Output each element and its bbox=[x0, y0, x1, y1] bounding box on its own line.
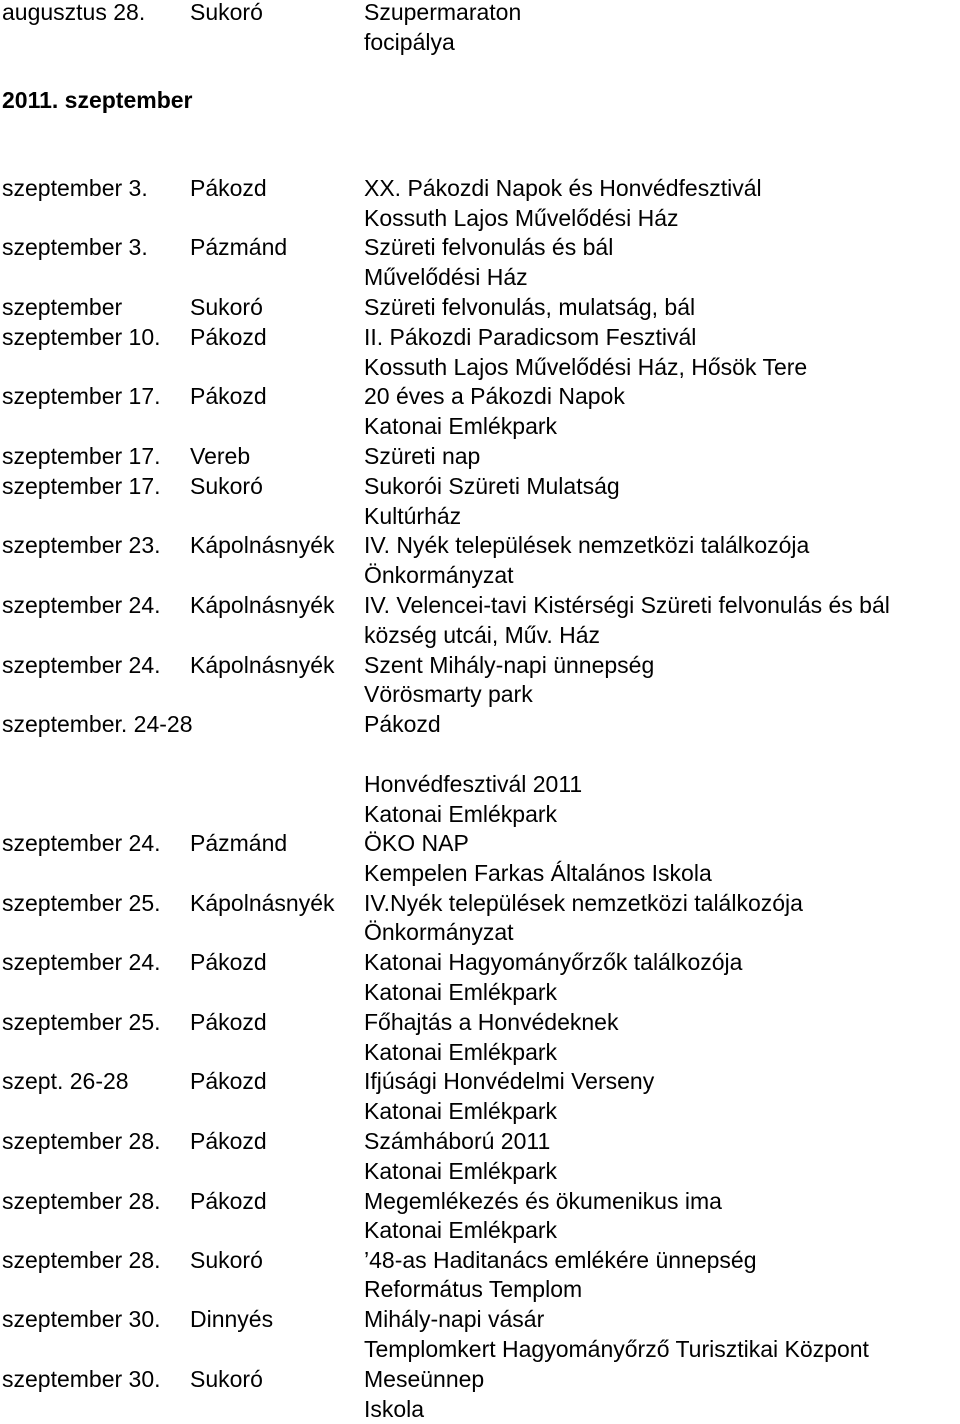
table-row bbox=[0, 322, 960, 352]
event-title: Mihály-napi vásár bbox=[364, 1306, 545, 1332]
event-date: szeptember 23. bbox=[2, 532, 161, 558]
event-date: szeptember bbox=[2, 294, 123, 320]
event-title: IV. Velencei-tavi Kistérségi Szüreti felvonulás és bál bbox=[364, 592, 890, 618]
event-title: Szupermaraton bbox=[364, 0, 522, 25]
event-title: focipálya bbox=[364, 29, 455, 55]
event-title: Katonai Emlékpark bbox=[364, 801, 558, 827]
table-row bbox=[0, 799, 960, 829]
event-title: Szent Mihály-napi ünnepség bbox=[364, 652, 655, 678]
event-title: Vörösmarty park bbox=[364, 681, 533, 707]
event-title: Katonai Emlékpark bbox=[364, 979, 558, 1005]
event-title: Meseünnep bbox=[364, 1366, 485, 1392]
event-title: Ifjúsági Honvédelmi Verseny bbox=[364, 1068, 655, 1094]
table-row bbox=[0, 947, 960, 977]
table-row bbox=[0, 232, 960, 262]
table-row bbox=[0, 1007, 960, 1037]
event-title: Kossuth Lajos Művelődési Ház bbox=[364, 205, 679, 231]
table-row bbox=[0, 501, 960, 531]
table-row bbox=[0, 590, 960, 620]
table-row bbox=[0, 292, 960, 322]
event-place: Sukoró bbox=[190, 294, 263, 320]
table-row bbox=[0, 203, 960, 233]
event-place: Pázmánd bbox=[190, 830, 288, 856]
table-row bbox=[0, 1245, 960, 1275]
event-place: Pákozd bbox=[190, 383, 267, 409]
table-row bbox=[0, 1334, 960, 1364]
event-place: Kápolnásnyék bbox=[190, 592, 335, 618]
table-row bbox=[0, 1066, 960, 1096]
event-title: II. Pákozdi Paradicsom Fesztivál bbox=[364, 324, 697, 350]
table-row bbox=[0, 709, 960, 739]
event-place: Pákozd bbox=[190, 175, 267, 201]
event-title: Szüreti felvonulás, mulatság, bál bbox=[364, 294, 696, 320]
table-row bbox=[0, 173, 960, 203]
table-row bbox=[0, 679, 960, 709]
event-date: szeptember 24. bbox=[2, 652, 161, 678]
table-row bbox=[0, 917, 960, 947]
event-title: Számháború 2011 bbox=[364, 1128, 551, 1154]
event-title: IV.Nyék települések nemzetközi találkozója bbox=[364, 890, 803, 916]
event-date: szeptember 10. bbox=[2, 324, 161, 350]
event-date: szeptember 28. bbox=[2, 1128, 161, 1154]
event-place: Kápolnásnyék bbox=[190, 890, 335, 916]
event-title: Református Templom bbox=[364, 1276, 583, 1302]
event-date: szeptember 24. bbox=[2, 830, 161, 856]
event-place: Kápolnásnyék bbox=[190, 532, 335, 558]
event-date: szeptember 17. bbox=[2, 473, 161, 499]
table-row bbox=[0, 352, 960, 382]
event-date: szeptember 28. bbox=[2, 1188, 161, 1214]
event-place: Sukoró bbox=[190, 473, 263, 499]
event-place: Sukoró bbox=[190, 0, 263, 25]
event-date: szeptember 24. bbox=[2, 592, 161, 618]
month-heading: 2011. szeptember bbox=[2, 87, 193, 113]
table-row bbox=[0, 441, 960, 471]
table-row bbox=[0, 1037, 960, 1067]
table-row bbox=[0, 1096, 960, 1126]
event-place: Pákozd bbox=[190, 324, 267, 350]
event-place: Pákozd bbox=[190, 1128, 267, 1154]
event-title: Katonai Emlékpark bbox=[364, 1217, 558, 1243]
event-title: Katonai Emlékpark bbox=[364, 413, 558, 439]
table-row bbox=[0, 262, 960, 292]
table-row bbox=[0, 977, 960, 1007]
event-title: Pákozd bbox=[364, 711, 441, 737]
event-title: Katonai Emlékpark bbox=[364, 1039, 558, 1065]
table-row bbox=[0, 560, 960, 590]
table-row bbox=[0, 471, 960, 501]
event-date: szeptember. 24-28 bbox=[2, 711, 193, 737]
event-date: szeptember 25. bbox=[2, 1009, 161, 1035]
event-title: Templomkert Hagyományőrző Turisztikai Központ bbox=[364, 1336, 869, 1362]
event-date: szeptember 3. bbox=[2, 234, 148, 260]
event-title: Katonai Emlékpark bbox=[364, 1098, 558, 1124]
event-place: Dinnyés bbox=[190, 1306, 274, 1332]
event-place: Pákozd bbox=[190, 1188, 267, 1214]
table-row bbox=[0, 411, 960, 441]
event-date: szeptember 28. bbox=[2, 1247, 161, 1273]
table-row bbox=[0, 1126, 960, 1156]
event-date: szeptember 17. bbox=[2, 443, 161, 469]
event-title: Katonai Hagyományőrzők találkozója bbox=[364, 949, 743, 975]
event-title: Művelődési Ház bbox=[364, 264, 528, 290]
table-row bbox=[0, 620, 960, 650]
table-row bbox=[0, 1215, 960, 1245]
event-title: Szüreti felvonulás és bál bbox=[364, 234, 614, 260]
table-row bbox=[0, 1186, 960, 1216]
event-title: Iskola bbox=[364, 1396, 425, 1422]
event-place: Pákozd bbox=[190, 1009, 267, 1035]
table-row bbox=[0, 828, 960, 858]
event-date: szeptember 30. bbox=[2, 1306, 161, 1332]
event-title: Önkormányzat bbox=[364, 919, 514, 945]
event-date: szeptember 3. bbox=[2, 175, 148, 201]
table-row bbox=[0, 1394, 960, 1424]
event-date: szeptember 24. bbox=[2, 949, 161, 975]
event-date: szeptember 17. bbox=[2, 383, 161, 409]
table-row bbox=[0, 1156, 960, 1186]
event-place: Pákozd bbox=[190, 949, 267, 975]
event-date: szeptember 25. bbox=[2, 890, 161, 916]
event-title: IV. Nyék települések nemzetközi találkozója bbox=[364, 532, 810, 558]
event-title: Honvédfesztivál 2011 bbox=[364, 771, 583, 797]
event-place: Pázmánd bbox=[190, 234, 288, 260]
event-title: Katonai Emlékpark bbox=[364, 1158, 558, 1184]
event-title: Kempelen Farkas Általános Iskola bbox=[364, 860, 712, 886]
event-title: XX. Pákozdi Napok és Honvédfesztivál bbox=[364, 175, 762, 201]
event-title: Főhajtás a Honvédeknek bbox=[364, 1009, 619, 1035]
event-date: szept. 26-28 bbox=[2, 1068, 129, 1094]
event-title: község utcái, Műv. Ház bbox=[364, 622, 601, 648]
table-row bbox=[0, 858, 960, 888]
event-place: Sukoró bbox=[190, 1366, 263, 1392]
event-title: ’48-as Haditanács emlékére ünnepség bbox=[364, 1247, 757, 1273]
table-row bbox=[0, 769, 960, 799]
event-place: Kápolnásnyék bbox=[190, 652, 335, 678]
event-title: Kultúrház bbox=[364, 503, 462, 529]
event-title: Szüreti nap bbox=[364, 443, 481, 469]
table-row bbox=[0, 1364, 960, 1394]
table-row bbox=[0, 381, 960, 411]
event-title: Önkormányzat bbox=[364, 562, 514, 588]
table-row bbox=[0, 650, 960, 680]
event-title: Sukorói Szüreti Mulatság bbox=[364, 473, 620, 499]
event-date: szeptember 30. bbox=[2, 1366, 161, 1392]
event-date: augusztus 28. bbox=[2, 0, 146, 25]
table-row bbox=[0, 530, 960, 560]
event-place: Pákozd bbox=[190, 1068, 267, 1094]
table-row bbox=[0, 888, 960, 918]
table-row bbox=[0, 1304, 960, 1334]
event-title: ÖKO NAP bbox=[364, 830, 469, 856]
table-row bbox=[0, 27, 960, 57]
table-row bbox=[0, 1274, 960, 1304]
event-place: Vereb bbox=[190, 443, 251, 469]
event-place: Sukoró bbox=[190, 1247, 263, 1273]
event-title: Megemlékezés és ökumenikus ima bbox=[364, 1188, 722, 1214]
table-row bbox=[0, 0, 960, 27]
event-title: Kossuth Lajos Művelődési Ház, Hősök Tere bbox=[364, 354, 808, 380]
event-title: 20 éves a Pákozdi Napok bbox=[364, 383, 625, 409]
